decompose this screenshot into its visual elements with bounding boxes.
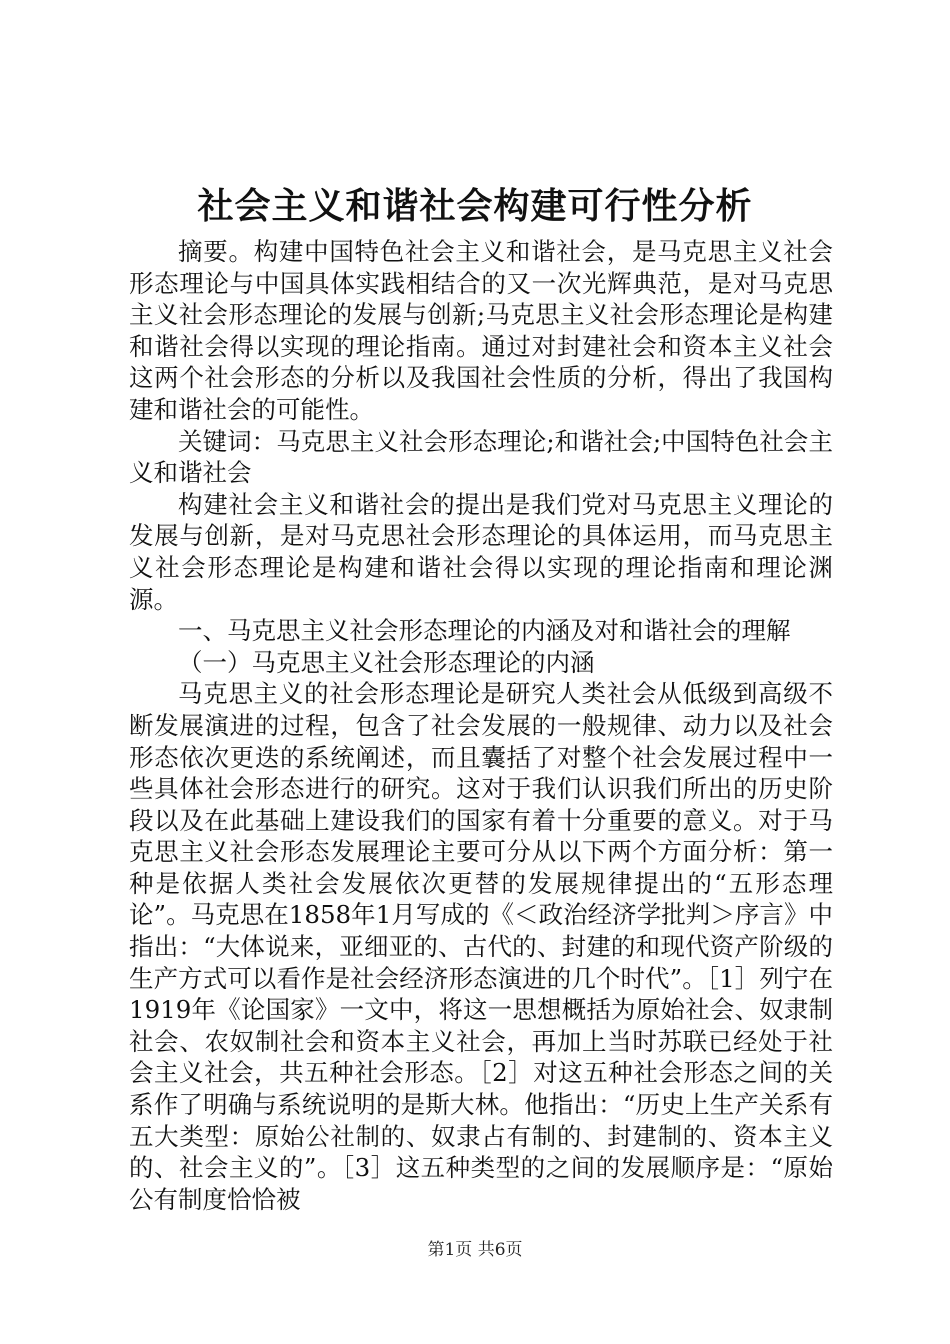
intro-paragraph: 构建社会主义和谐社会的提出是我们党对马克思主义理论的发展与创新，是对马克思社会形态理论的具体运用，而马克思主义社会形态理论是构建和谐社会得以实现的理论指南和理论渊源。 [129,489,833,614]
body-paragraph: 马克思主义的社会形态理论是研究人类社会从低级到高级不断发展演进的过程，包含了社会发展的一般规律、动力以及社会形态依次更迭的系统阐述，而且囊括了对整个社会发展过程中一些具体社会形态进行的研究。这对于我们认识我们所出的历史阶段以及在此基础上建设我们的国家有着十分重要的意义。对于马克思主义社会形态发展理论主要可分从以下两个方面分析：第一种是依据人类社会发展依次更替的发展规律提出的“五形态理论”。马克思在1858年1月写成的《＜政治经济学批判＞序言》中指出：“大体说来，亚细亚的、古代的、封建的和现代资产阶级的生产方式可以看作是社会经济形态演进的几个时代”。［1］列宁在1919年《论国家》一文中，将这一思想概括为原始社会、奴隶制社会、农奴制社会和资本主义社会，再加上当时苏联已经处于社会主义社会，共五种社会形态。［2］对这五种社会形态之间的关系作了明确与系统说明的是斯大林。他指出：“历史上生产关系有五大类型：原始公社制的、奴隶占有制的、封建制的、资本主义的、社会主义的”。［3］这五种类型的之间的发展顺序是：“原始公有制度恰恰被 [129,679,833,1214]
page-footer: 第1页 共6页 [427,1240,523,1260]
document-title: 社会主义和谐社会构建可行性分析 [197,185,753,227]
subsection-heading: （一）马克思主义社会形态理论的内涵 [178,647,595,677]
section-heading: 一、马克思主义社会形态理论的内涵及对和谐社会的理解 [178,616,791,646]
document-body [129,236,833,1215]
keywords-paragraph: 关键词：马克思主义社会形态理论;和谐社会;中国特色社会主义和谐社会 [129,426,833,488]
abstract-paragraph: 摘要。构建中国特色社会主义和谐社会，是马克思主义社会形态理论与中国具体实践相结合的又一次光辉典范，是对马克思主义社会形态理论的发展与创新;马克思主义社会形态理论是构建和谐社会得以实现的理论指南。通过对封建社会和资本主义社会这两个社会形态的分析以及我国社会性质的分析，得出了我国构建和谐社会的可能性。 [129,237,833,424]
